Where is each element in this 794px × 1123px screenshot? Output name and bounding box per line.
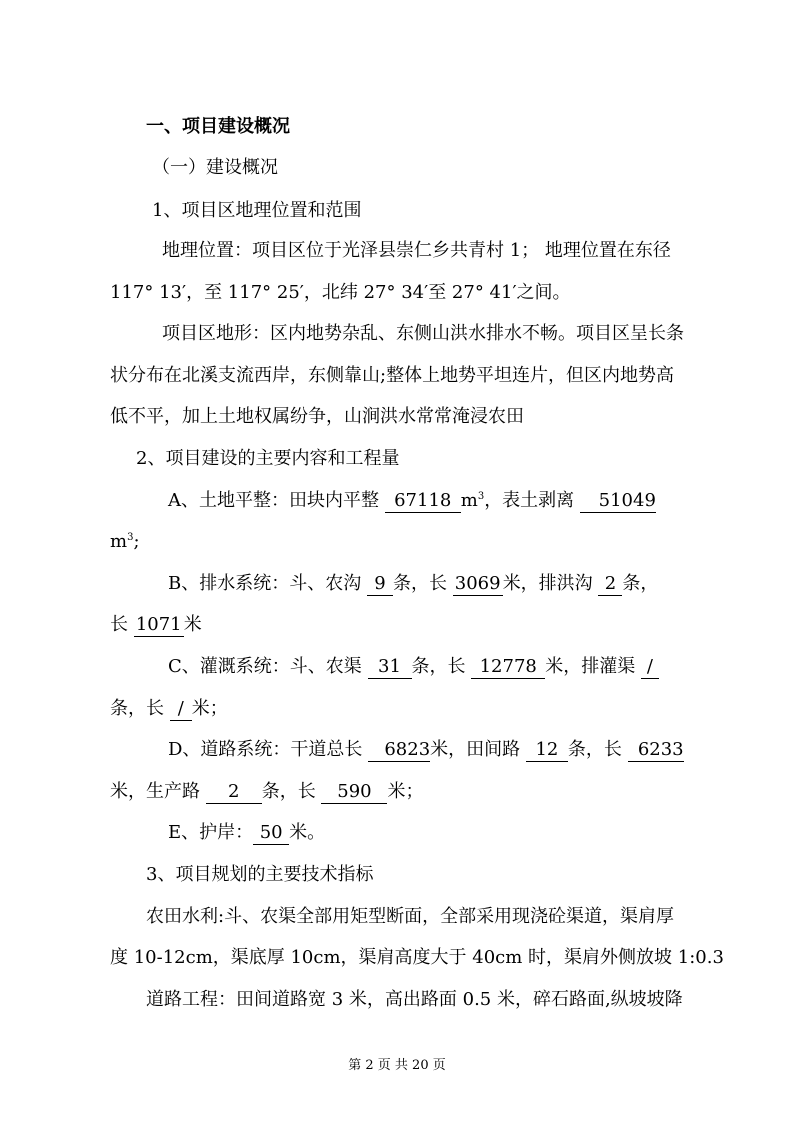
d-text-1: D、道路系统：干道总长 xyxy=(168,739,369,760)
line-a xyxy=(168,489,656,513)
c-value-drain-length: / xyxy=(170,698,192,721)
d-value-prod-road-length: 590 xyxy=(321,781,387,804)
a-sup-2: 3 xyxy=(127,532,134,543)
c-value-canal-count: 31 xyxy=(368,656,412,679)
c-text-3: 米，排灌渠 xyxy=(545,656,641,677)
farm-line-2: 度 10-12cm，渠底厚 10cm，渠肩高度大于 40cm 时，渠肩外侧放坡 1:0.3 xyxy=(110,947,724,968)
d-text-6: 米； xyxy=(387,781,424,802)
b-value-ditch-length: 3069 xyxy=(453,573,503,596)
d-text-2: 米，田间路 xyxy=(430,739,526,760)
farm-line-1: 农田水利:斗、农渠全部用矩型断面，全部采用现浇砼渠道，渠肩厚 xyxy=(146,906,675,927)
a-unit-1: m xyxy=(460,490,478,511)
terrain-line-3: 低不平，加上土地权属纷争，山涧洪水常常淹浸农田 xyxy=(110,406,524,427)
c-text-2: 条，长 xyxy=(411,656,472,677)
c-value-drain-count: / xyxy=(641,656,659,679)
subsection-heading: （一）建设概况 xyxy=(152,157,278,178)
b-text-4: 条， xyxy=(622,573,659,594)
a-value-leveling: 67118 xyxy=(385,490,461,513)
item-heading-2: 2、项目建设的主要内容和工程量 xyxy=(136,448,400,469)
b-text-6: 米 xyxy=(183,614,202,635)
terrain-line-1: 项目区地形：区内地势杂乱、东侧山洪水排水不畅。项目区呈长条 xyxy=(162,323,684,344)
e-value-bank-length: 50 xyxy=(253,822,289,845)
a-text-2: ，表土剥离 xyxy=(484,490,580,511)
d-text-4: 米，生产路 xyxy=(110,781,206,802)
line-c xyxy=(168,655,659,679)
line-d xyxy=(168,738,684,762)
d-value-field-road-count: 12 xyxy=(526,739,568,762)
line-e xyxy=(168,821,325,845)
line-b xyxy=(168,572,658,596)
b-value-ditch-count: 9 xyxy=(367,573,393,596)
b-text-3: 米，排洪沟 xyxy=(502,573,599,594)
geo-line-1: 地理位置：项目区位于光泽县崇仁乡共青村 1； 地理位置在东径 xyxy=(162,240,671,261)
a-sup-1: 3 xyxy=(477,491,485,502)
d-value-field-road-length: 6233 xyxy=(628,739,684,762)
b-text-5: 长 xyxy=(110,614,134,635)
b-value-flood-length: 1071 xyxy=(134,614,184,637)
a-text-1: A、土地平整：田块内平整 xyxy=(168,490,385,511)
a-text-end: ; xyxy=(133,531,140,552)
c-value-canal-length: 12778 xyxy=(471,656,545,679)
c-text-1: C、灌溉系统：斗、农渠 xyxy=(168,656,368,677)
d-value-trunk-length: 6823 xyxy=(368,739,430,762)
d-text-3: 条，长 xyxy=(567,739,628,760)
line-b-cont xyxy=(110,613,202,637)
b-text-2: 条，长 xyxy=(392,573,453,594)
line-d-cont xyxy=(110,780,423,804)
section-heading: 一、项目建设概况 xyxy=(146,116,290,137)
c-text-5: 米； xyxy=(191,698,228,719)
b-text-1: B、排水系统：斗、农沟 xyxy=(168,573,367,594)
a-value-stripping: 51049 xyxy=(580,490,656,513)
e-text-2: 米。 xyxy=(289,822,326,843)
road-line: 道路工程：田间道路宽 3 米，高出路面 0.5 米，碎石路面,纵坡坡降 xyxy=(146,989,683,1010)
e-text-1: E、护岸： xyxy=(168,822,254,843)
geo-line-2: 117° 13′，至 117° 25′，北纬 27° 34′至 27° 41′之间。 xyxy=(110,282,571,303)
line-c-cont xyxy=(110,697,228,721)
page-number-footer: 第 2 页 共 20 页 xyxy=(348,1058,446,1073)
item-heading-1: 1、项目区地理位置和范围 xyxy=(152,200,362,221)
terrain-line-2: 状分布在北溪支流西岸，东侧靠山;整体上地势平坦连片，但区内地势高 xyxy=(110,365,675,386)
b-value-flood-count: 2 xyxy=(598,573,622,596)
d-value-prod-road-count: 2 xyxy=(206,781,262,804)
c-text-4: 条，长 xyxy=(110,698,170,719)
d-text-5: 条，长 xyxy=(261,781,322,802)
line-a-cont xyxy=(110,530,140,554)
item-heading-3: 3、项目规划的主要技术指标 xyxy=(146,864,374,885)
a-unit-2: m xyxy=(110,531,128,552)
